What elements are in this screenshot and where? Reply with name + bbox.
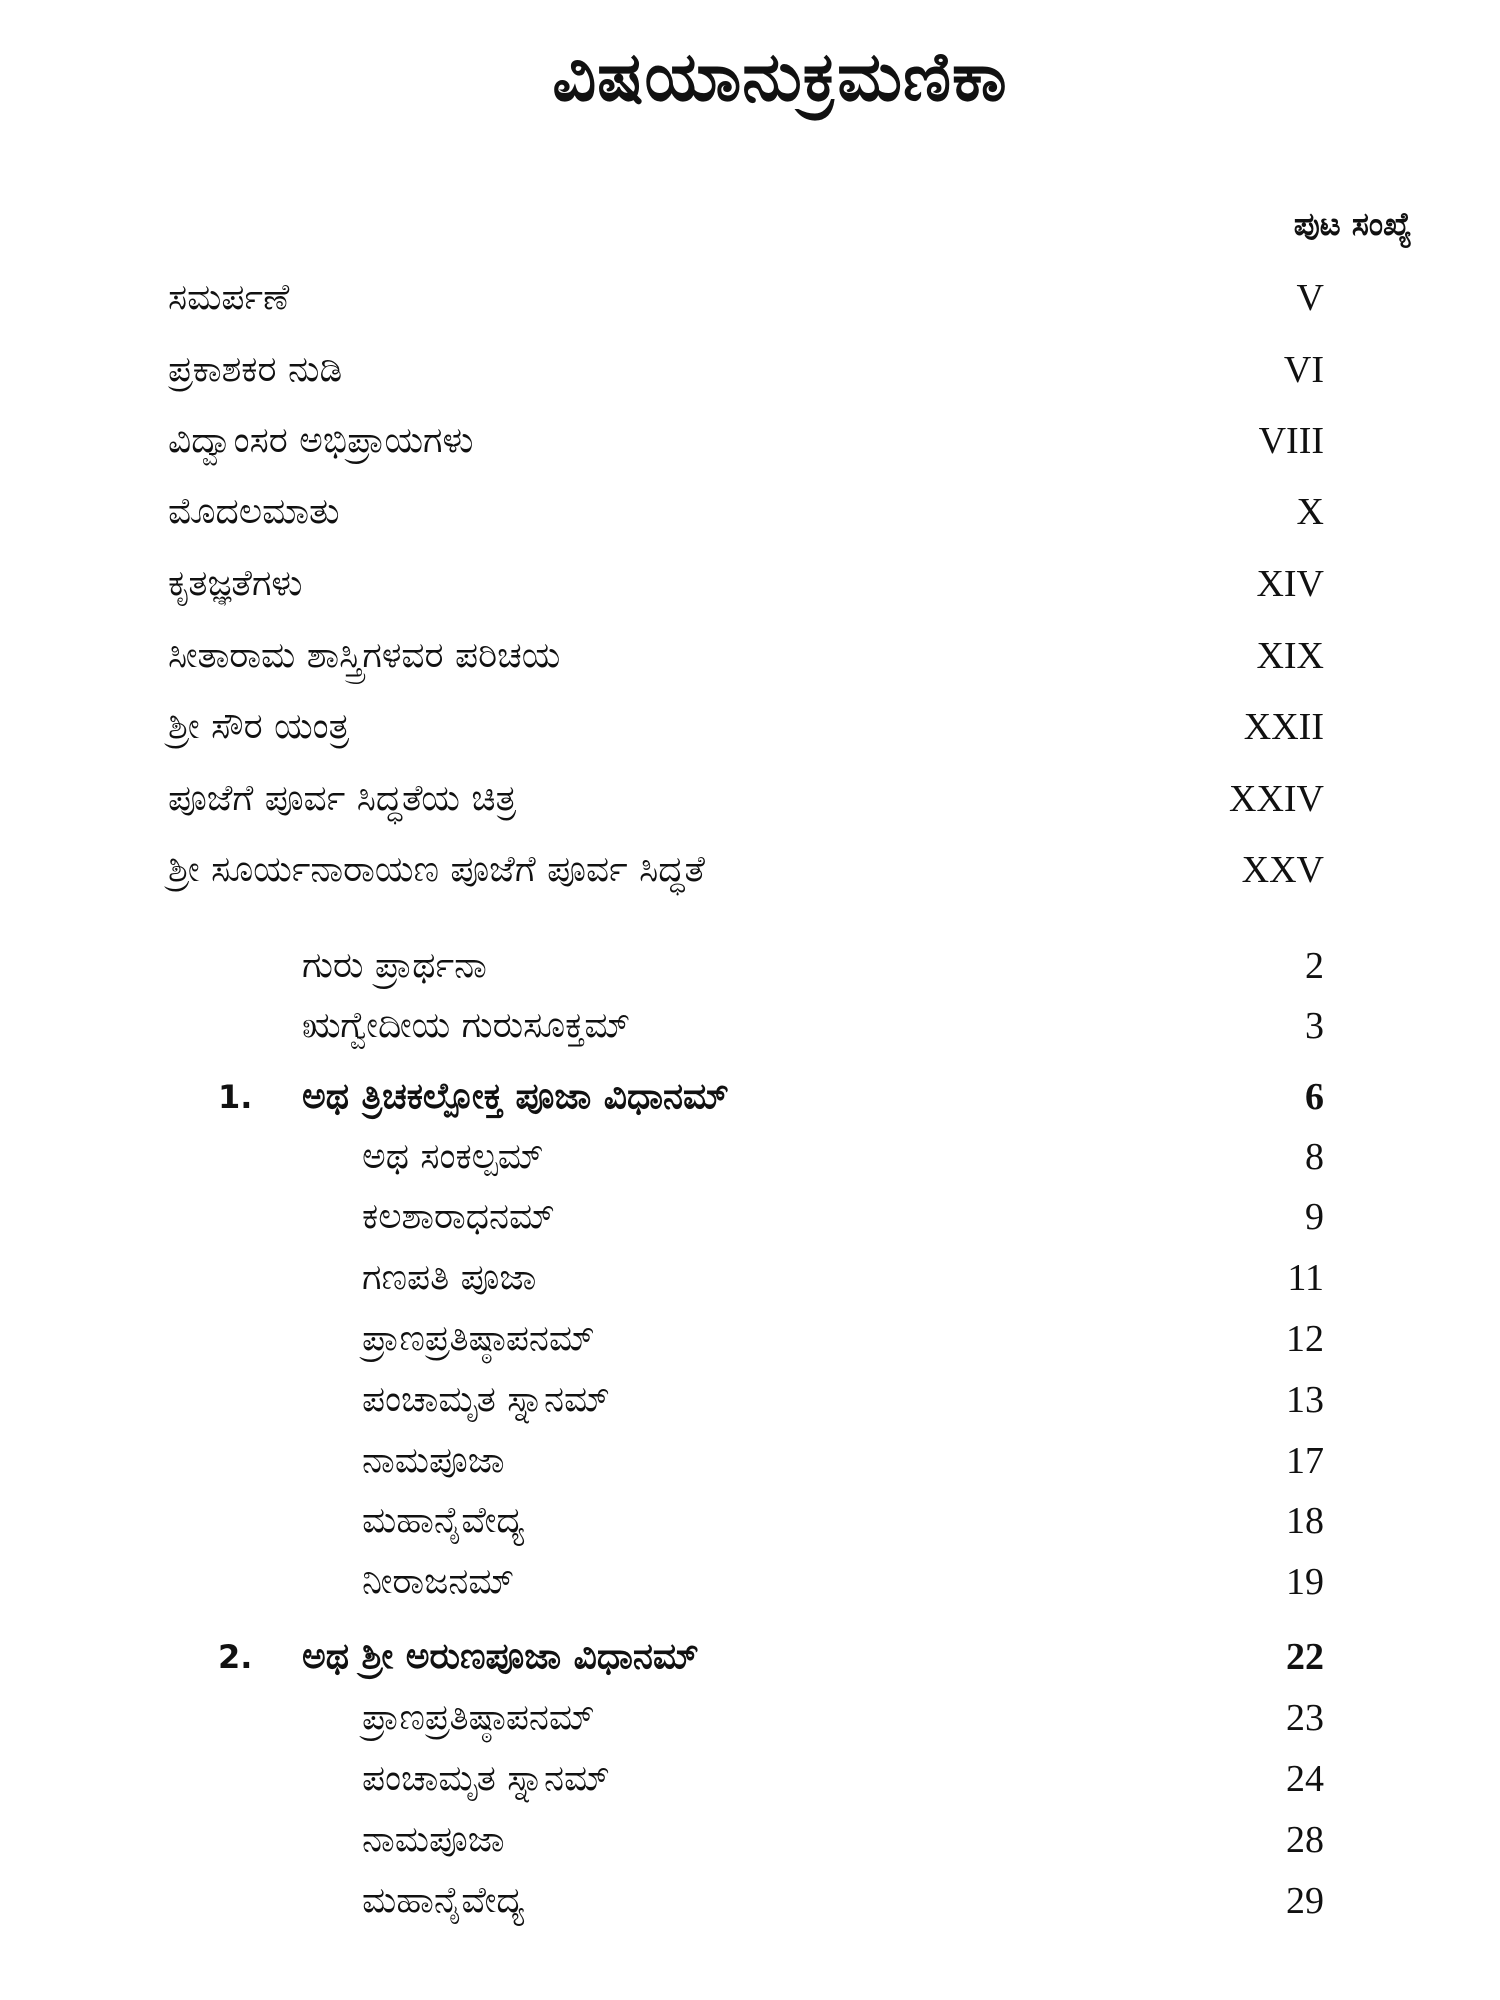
toc-entry-label: ಕಲಶಾರಾಧನಮ್ bbox=[362, 1196, 555, 1237]
toc-entry-label: ವಿದ್ವಾಂಸರ ಅಭಿಪ್ರಾಯಗಳು bbox=[168, 420, 474, 461]
toc-entry bbox=[0, 1810, 1500, 1870]
toc-entry-label: ಸಮರ್ಪಣೆ bbox=[168, 277, 290, 318]
toc-entry-label: ಅಥ ಸಂಕಲ್ಪಮ್ bbox=[362, 1136, 544, 1177]
toc-entry-page: VIII bbox=[1258, 420, 1324, 462]
toc-entry-label: ನಾಮಪೂಜಾ bbox=[362, 1440, 505, 1481]
toc-entry-label: ಪಂಚಾಮೃತ ಸ್ನಾನಮ್ bbox=[362, 1379, 610, 1420]
toc-entry-page: 24 bbox=[1286, 1758, 1324, 1800]
toc-entry bbox=[0, 1248, 1500, 1308]
toc-entry bbox=[0, 482, 1500, 542]
page-number-column-header: ಪುಟ ಸಂಖ್ಯೆ bbox=[1293, 205, 1412, 243]
toc-entry-page: XXII bbox=[1243, 706, 1324, 748]
toc-entry bbox=[0, 1749, 1500, 1809]
toc-entry-label: ಪ್ರಾಣಪ್ರತಿಷ್ಠಾಪನಮ್ bbox=[362, 1318, 595, 1359]
chapter-number: 2. bbox=[218, 1638, 253, 1676]
toc-entry bbox=[0, 769, 1500, 829]
toc-entry-page: 28 bbox=[1286, 1819, 1324, 1861]
toc-entry-page: 11 bbox=[1287, 1257, 1324, 1299]
toc-entry bbox=[0, 1491, 1500, 1551]
toc-entry bbox=[0, 1370, 1500, 1430]
toc-entry-label: ನಾಮಪೂಜಾ bbox=[362, 1819, 505, 1860]
toc-entry-label: ಪಂಚಾಮೃತ ಸ್ನಾನಮ್ bbox=[362, 1758, 610, 1799]
toc-entry bbox=[0, 626, 1500, 686]
chapter-title: ಅಥ ತ್ರಿಚಕಲ್ಪೋಕ್ತ ಪೂಜಾ ವಿಧಾನಮ್ bbox=[302, 1076, 729, 1117]
chapter-heading bbox=[0, 1627, 1500, 1687]
toc-entry bbox=[0, 840, 1500, 900]
chapter-title: ಅಥ ಶ್ರೀ ಅರುಣಪೂಜಾ ವಿಧಾನಮ್ bbox=[302, 1636, 699, 1677]
toc-entry-label: ಮಹಾನೈವೇದ್ಯ bbox=[362, 1880, 525, 1921]
toc-entry-page: VI bbox=[1283, 349, 1324, 391]
chapter-page: 22 bbox=[1286, 1636, 1324, 1678]
toc-entry bbox=[0, 1552, 1500, 1612]
toc-entry-page: 8 bbox=[1305, 1136, 1324, 1178]
toc-entry-label: ಕೃತಜ್ಞತೆಗಳು bbox=[168, 563, 303, 604]
chapter-heading bbox=[0, 1067, 1500, 1127]
toc-entry bbox=[0, 340, 1500, 400]
toc-entry-page: 18 bbox=[1286, 1500, 1324, 1542]
toc-entry-label: ನೀರಾಜನಮ್ bbox=[362, 1561, 515, 1602]
toc-entry bbox=[0, 1127, 1500, 1187]
toc-entry-page: XIV bbox=[1256, 563, 1324, 605]
toc-entry-page: 23 bbox=[1286, 1697, 1324, 1739]
chapter-number: 1. bbox=[218, 1078, 253, 1116]
toc-entry-label: ಪ್ರಕಾಶಕರ ನುಡಿ bbox=[168, 349, 343, 390]
toc-entry-page: XIX bbox=[1256, 635, 1324, 677]
toc-entry bbox=[0, 1871, 1500, 1931]
toc-entry-page: 2 bbox=[1305, 945, 1324, 987]
toc-entry-page: 3 bbox=[1305, 1005, 1324, 1047]
toc-entry-page: 9 bbox=[1305, 1196, 1324, 1238]
toc-entry-label: ಋಗ್ವೇದೀಯ ಗುರುಸೂಕ್ತಮ್ bbox=[302, 1005, 631, 1046]
toc-entry-page: 29 bbox=[1286, 1880, 1324, 1922]
toc-entry-page: 13 bbox=[1286, 1379, 1324, 1421]
toc-entry-page: 19 bbox=[1286, 1561, 1324, 1603]
toc-entry bbox=[0, 936, 1500, 996]
toc-entry bbox=[0, 1187, 1500, 1247]
toc-entry-label: ಗಣಪತಿ ಪೂಜಾ bbox=[362, 1257, 537, 1298]
toc-entry bbox=[0, 268, 1500, 328]
toc-entry-page: XXV bbox=[1241, 849, 1324, 891]
toc-entry bbox=[0, 411, 1500, 471]
toc-entry-label: ಶ್ರೀ ಸೌರ ಯಂತ್ರ bbox=[168, 706, 350, 747]
toc-entry-page: XXIV bbox=[1229, 778, 1324, 820]
toc-entry-label: ಮಹಾನೈವೇದ್ಯ bbox=[362, 1500, 525, 1541]
toc-entry-label: ಮೊದಲಮಾತು bbox=[168, 491, 340, 532]
toc-entry-page: 12 bbox=[1286, 1318, 1324, 1360]
toc-entry bbox=[0, 554, 1500, 614]
toc-entry-label: ಪೂಜೆಗೆ ಪೂರ್ವ ಸಿದ್ಧತೆಯ ಚಿತ್ರ bbox=[168, 778, 517, 819]
chapter-page: 6 bbox=[1305, 1076, 1324, 1118]
toc-entry bbox=[0, 1431, 1500, 1491]
toc-entry-page: 17 bbox=[1286, 1440, 1324, 1482]
toc-entry bbox=[0, 1688, 1500, 1748]
toc-entry-label: ಗುರು ಪ್ರಾರ್ಥನಾ bbox=[302, 945, 487, 986]
toc-entry bbox=[0, 996, 1500, 1056]
toc-entry bbox=[0, 697, 1500, 757]
toc-entry bbox=[0, 1309, 1500, 1369]
page-title: ವಿಷಯಾನುಕ್ರಮಣಿಕಾ bbox=[552, 38, 1008, 117]
toc-entry-label: ಶ್ರೀ ಸೂರ್ಯನಾರಾಯಣ ಪೂಜೆಗೆ ಪೂರ್ವ ಸಿದ್ಧತೆ bbox=[168, 849, 705, 890]
toc-entry-label: ಸೀತಾರಾಮ ಶಾಸ್ತ್ರಿಗಳವರ ಪರಿಚಯ bbox=[168, 635, 561, 676]
toc-entry-label: ಪ್ರಾಣಪ್ರತಿಷ್ಠಾಪನಮ್ bbox=[362, 1697, 595, 1738]
toc-entry-page: V bbox=[1296, 277, 1324, 319]
toc-entry-page: X bbox=[1296, 491, 1324, 533]
